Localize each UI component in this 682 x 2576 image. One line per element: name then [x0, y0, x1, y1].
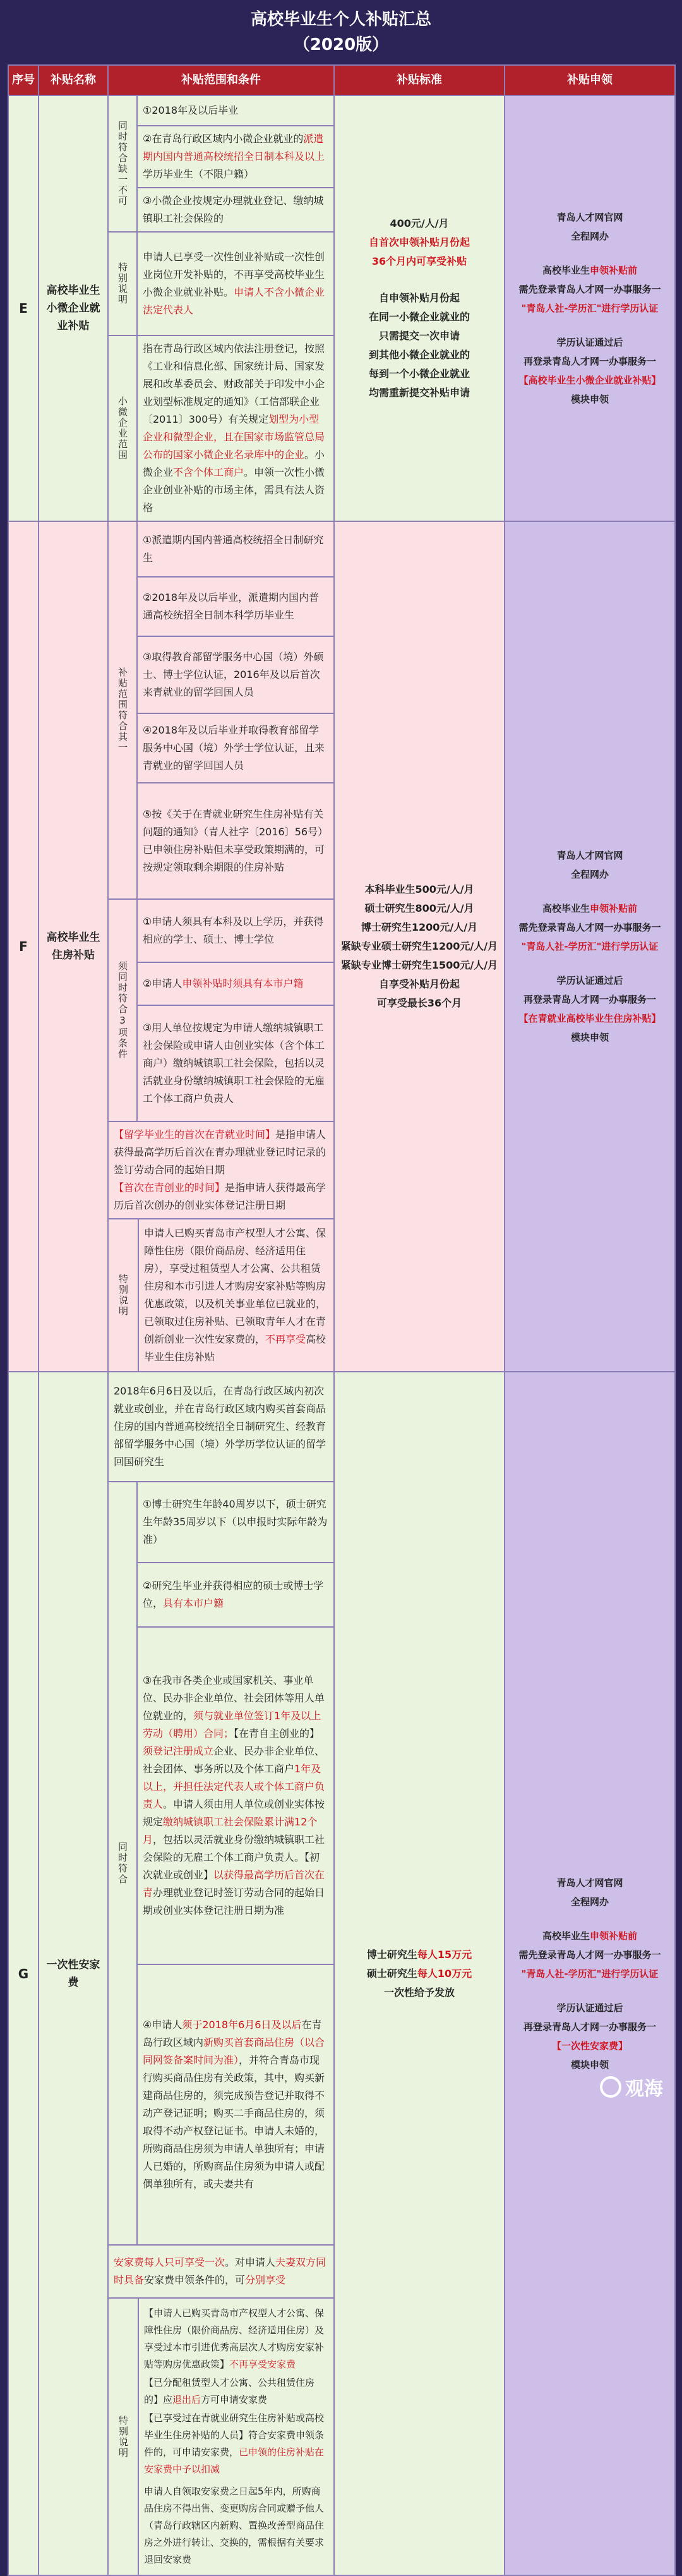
special-note-text: 申请人已购买青岛市产权型人才公寓、保障性住房（限价商品房、经济适用住房），享受过租赁型人才公寓、公共租赁住房和本市引进人才购房安家补贴等购房优惠政策，以及机关事业单位已就业的，已领取过住房补贴、已领取青年人才在青创新创业一次性安家费的，不再享受高校毕业生住房补贴 [144, 1227, 326, 1363]
title-line2: （2020版） [293, 35, 389, 54]
header-standard: 补贴标准 [334, 65, 505, 95]
apply-cell: 青岛人才网官网 全程网办 高校毕业生申领补贴前 需先登录青岛人才网一办事服务一 "青岛人社-学历汇"进行学历认证 学历认证通过后 再登录青岛人才网一办事服务一 【在青就业高校毕业生住房补贴】 模块申领 [505, 521, 675, 1372]
condition-item: ③在我市各类企业或国家机关、事业单位、民办非企业单位、社会团体等用人单位就业的，须与就业单位签订1年及以上劳动（聘用）合同；【在青自主创业的】须登记注册成立企业、民办非企业单位、社会团体、事务所以及个体工商户1年及以上，并担任法定代表人或个体工商户负责人。申请人须由用人单位或创业实体按规定缴纳城镇职工社会保险累计满12个月，包括以灵活就业身份缴纳城镇职工社会保险的无雇工个体工商户负责人。【初次就业或创业】以获得最高学历后首次在青办理就业登记时签订劳动合同的起始日期或创业实体登记注册日期为准 [137, 1627, 334, 1964]
side-label: 同时符合缺一不可 [108, 95, 137, 232]
standard-cell: 本科毕业生500元/人/月 硕士研究生800元/人/月 博士研究生1200元/人/月 紧缺专业硕士研究生1200元/人/月 紧缺专业博士研究生1500元/人/月 自享受补贴月份起 可享受最长36个月 [334, 521, 505, 1372]
intro-text: 2018年6月6日及以后，在青岛行政区域内初次就业或创业，并在青岛行政区域内购买首套商品住房的国内普通高校统招全日制研究生、经教育部留学服务中心国（境）外学历学位认证的留学回国研究生 [108, 1372, 334, 1482]
page-title [8, 0, 674, 64]
condition-item: ②研究生毕业并获得相应的硕士或博士学位，具有本市户籍 [137, 1563, 334, 1627]
condition-item: ①派遣期内国内普通高校统招全日制研究生 [137, 521, 334, 577]
apply-cell: 青岛人才网官网 全程网办 高校毕业生申领补贴前 需先登录青岛人才网一办事服务一 "青岛人社-学历汇"进行学历认证 学历认证通过后 再登录青岛人才网一办事服务一 【一次性安家费】 模块申领 [505, 1372, 675, 2575]
side-label: 特别说明 [109, 1219, 139, 1371]
subsidy-name: 一次性安家费 [39, 1372, 108, 2575]
condition-item: ①2018年及以后毕业 [137, 95, 334, 126]
condition-item: ⑤按《关于在青就业研究生住房补贴有关问题的通知》（青人社字〔2016〕56号）已申领住房补贴但未享受政策期满的，可按规定领取剩余期限的住房补贴 [137, 783, 334, 899]
side-label: 小微企业范围 [108, 336, 137, 521]
side-label: 补贴范围符合其一 [108, 521, 137, 899]
condition-item: ②在青岛行政区域内小微企业就业的派遣期内国内普通高校统招全日制本科及以上学历毕业生（不限户籍） [137, 126, 334, 188]
row-number: G [8, 1372, 39, 2575]
subsidy-name: 高校毕业生住房补贴 [39, 521, 108, 1372]
section-e-row1 [8, 95, 675, 126]
condition-item: ④2018年及以后毕业并取得教育部留学服务中心国（境）外学士学位认证，且来青就业的留学回国人员 [137, 713, 334, 783]
side-label: 特别说明 [109, 2299, 139, 2575]
condition-item: ④申请人须于2018年6月6日及以后在青岛行政区域内新购买首套商品住房（以合同网签备案时间为准），并符合青岛市现行购买商品住房有关政策，其中，购买新建商品住房的，须完成预告登记并取得不动产登记证明；购买二手商品住房的，须取得不动产权登记证书。申请人未婚的，所购商品住房须为申请人单独所有；申请人已婚的，所购商品住房须为申请人或配偶单独所有，或夫妻共有 [137, 1964, 334, 2245]
standard-cell: 博士研究生每人15万元 硕士研究生每人10万元 一次性给予发放 [334, 1372, 505, 2575]
section-g-row1 [8, 1372, 675, 1482]
header-scope: 补贴范围和条件 [108, 65, 334, 95]
title-line1: 高校毕业生个人补贴汇总 [250, 10, 431, 29]
condition-item: ③取得教育部留学服务中心国（境）外硕士、博士学位认证，2016年及以后首次来青就业的留学回国人员 [137, 636, 334, 713]
standard-cell: 400元/人/月 自首次申领补贴月份起 36个月内可享受补贴 自申领补贴月份起 在同一小微企业就业的 只需提交一次申请 到其他小微企业就业的 每到一个小微企业就业 均需重新提交补贴申请 [334, 95, 505, 521]
header-name: 补贴名称 [39, 65, 108, 95]
condition-item: ③小微企业按规定办理就业登记、缴纳城镇职工社会保险的 [137, 188, 334, 232]
header-no: 序号 [8, 65, 39, 95]
scope-description: 指在青岛行政区域内依法注册登记，按照《工业和信息化部、国家统计局、国家发展和改革委员会、财政部关于印发中小企业划型标准规定的通知》（工信部联企业〔2011〕300号）有关规定划型为小型企业和微型企业，且在国家市场监管总局公布的国家小微企业名录库中的企业。小微企业不含个体工商户。申领一次性小微企业创业补贴的市场主体，需具有法人资格 [137, 336, 334, 521]
section-f-row1 [8, 521, 675, 577]
apply-cell: 青岛人才网官网 全程网办 高校毕业生申领补贴前 需先登录青岛人才网一办事服务一 "青岛人社-学历汇"进行学历认证 学历认证通过后 再登录青岛人才网一办事服务一 【高校毕业生小微企业就业补贴】 模块申领 [505, 95, 675, 521]
row-number: E [8, 95, 39, 521]
special-note [108, 2298, 334, 2575]
side-label: 须同时符合3项条件 [108, 899, 137, 1122]
row-number: F [8, 521, 39, 1372]
logo-icon [600, 2076, 621, 2098]
condition-item: ②2018年及以后毕业，派遣期内国内普通高校统招全日制本科学历毕业生 [137, 577, 334, 636]
definition-note: 【留学毕业生的首次在青就业时间】是指申请人获得最高学历后首次在青办理就业登记时记录的签订劳动合同的起始日期 【首次在青创业的时间】是指申请人获得最高学历后首次创办的创业实体登记注册日期 [108, 1122, 334, 1219]
header-row [8, 65, 675, 95]
special-note: 申请人已享受一次性创业补贴或一次性创业岗位开发补贴的，不再享受高校毕业生小微企业就业补贴。申请人不含小微企业法定代表人 [137, 232, 334, 336]
requirement-item: ②申请人申领补贴时须具有本市户籍 [137, 962, 334, 1005]
subsidy-table [8, 64, 676, 2576]
subsidy-name: 高校毕业生小微企业就业补贴 [39, 95, 108, 521]
condition-item: ①博士研究生年龄40周岁以下，硕士研究生年龄35周岁以下（以申报时实际年龄为准） [137, 1482, 334, 1563]
side-label: 特别说明 [108, 232, 137, 336]
header-apply: 补贴申领 [505, 65, 675, 95]
special-note-text: 【申请人已购买青岛市产权型人才公寓、保障性住房（限价商品房、经济适用住房）及享受过本市引进优秀高层次人才购房安家补贴等购房优惠政策】不再享受安家费 【已分配租赁型人才公寓、公共租赁住房的】应退出后方可申请安家费 【已享受过在青就业研究生住房补贴或高校毕业生住房补贴的人员】符合安家费申领条件的，可申请安家费，已申领的住房补贴在安家费中予以扣减 申请人自领取安家费之日起5年内，所购商品住房不得出售、变更购房合同或赠予他人（青岛行政辖区内新购、置换改善型商品住房之外进行转让、交换的，需根据有关要求退回安家费 [144, 2307, 325, 2565]
requirement-item: ③用人单位按规定为申请人缴纳城镇职工社会保险或申请人由创业实体（含个体工商户）缴纳城镇职工社会保险，包括以灵活就业身份缴纳城镇职工社会保险的无雇工个体工商户负责人 [137, 1005, 334, 1122]
special-note [108, 1219, 334, 1372]
watermark-logo [600, 2073, 663, 2101]
logo-text: 观海 [625, 2078, 663, 2100]
requirement-item: ①申请人须具有本科及以上学历，并获得相应的学士、硕士、博士学位 [137, 899, 334, 962]
side-label: 同时符合 [108, 1482, 137, 2245]
general-note: 安家费每人只可享受一次。对申请人夫妻双方同时具备安家费申领条件的，可分别享受 [108, 2245, 334, 2298]
